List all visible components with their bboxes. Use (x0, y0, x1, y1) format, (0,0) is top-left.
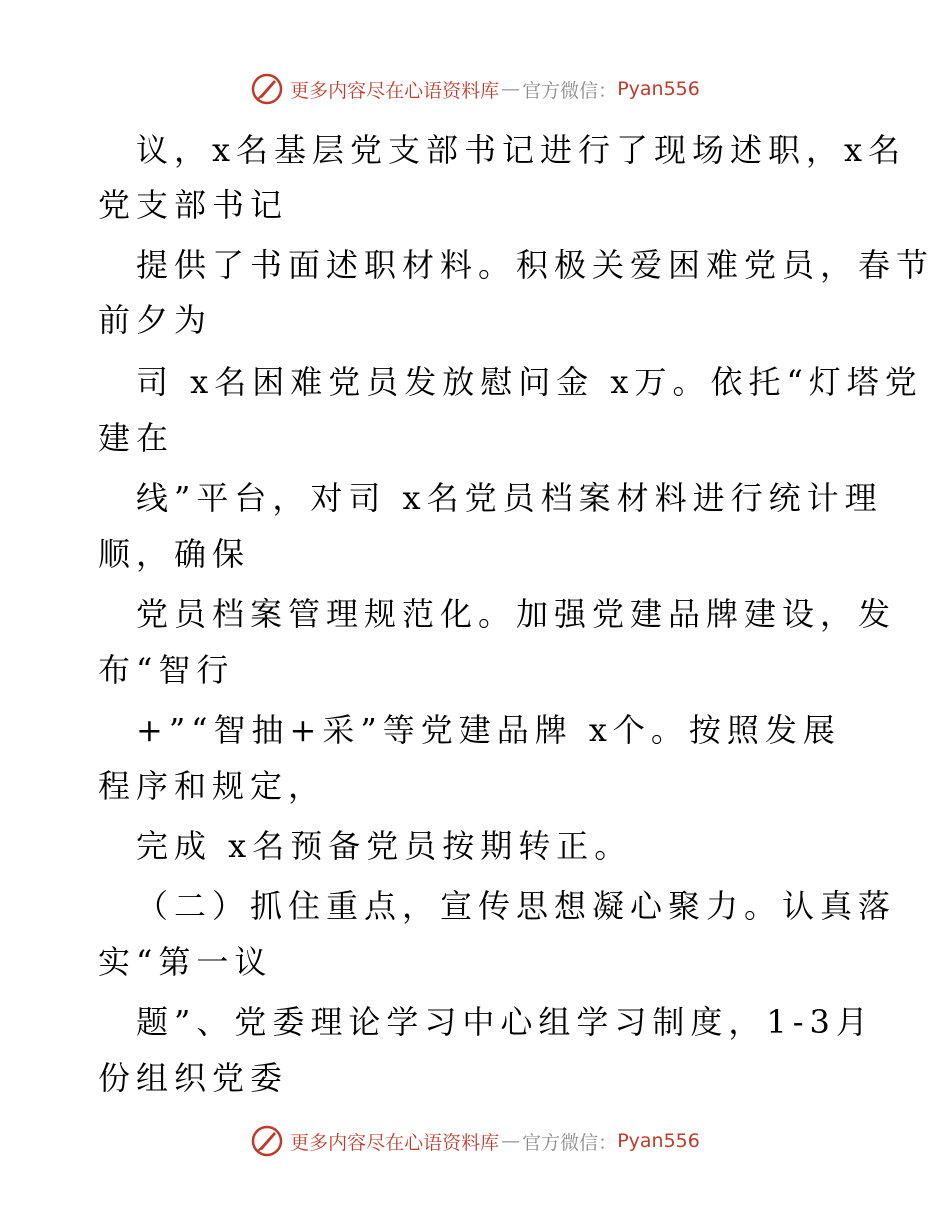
text-line: 提供了书面述职材料。积极关爱困难党员，春节 (136, 246, 935, 284)
watermark-dash: — (501, 1130, 521, 1152)
text-line: 实“第一议 (98, 943, 273, 981)
text-line: 线”平台，对司 x名党员档案材料进行统计理 (136, 479, 883, 517)
quill-logo-icon (250, 1124, 284, 1158)
text-line: 建在 (98, 419, 175, 457)
text-line: 程序和规定， (98, 767, 327, 805)
text-line: 题”、党委理论学习中心组学习制度，1-3月 (136, 1003, 874, 1041)
watermark-id: Pyan556 (617, 78, 700, 100)
text-line: 顺，确保 (98, 535, 251, 573)
watermark-id: Pyan556 (617, 1130, 700, 1152)
text-line: 司 x名困难党员发放慰问金 x万。依托“灯塔党 (136, 363, 923, 401)
text-line: +”“智抽+采”等党建品牌 x个。按照发展 (136, 711, 841, 749)
watermark-text: 更多内容尽在心语资料库 (290, 1131, 500, 1154)
text-line: 党员档案管理规范化。加强党建品牌建设，发 (136, 595, 897, 633)
text-line: 份组织党委 (98, 1059, 289, 1097)
text-line: 党支部书记 (98, 186, 289, 224)
watermark-dash: — (501, 78, 521, 100)
watermark-text: 更多内容尽在心语资料库 (290, 79, 500, 102)
footer-watermark (0, 1124, 950, 1158)
text-line: 布“智行 (98, 651, 235, 689)
text-line: 前夕为 (98, 301, 213, 339)
quill-logo-icon (250, 72, 284, 106)
header-watermark (0, 72, 950, 106)
watermark-official: 官方微信： (522, 1131, 618, 1154)
text-line: 议，x名基层党支部书记进行了现场述职，x名 (136, 131, 907, 169)
watermark-official: 官方微信： (522, 79, 618, 102)
text-line: （二）抓住重点，宣传思想凝心聚力。认真落 (136, 887, 897, 925)
text-line: 完成 x名预备党员按期转正。 (136, 827, 633, 865)
